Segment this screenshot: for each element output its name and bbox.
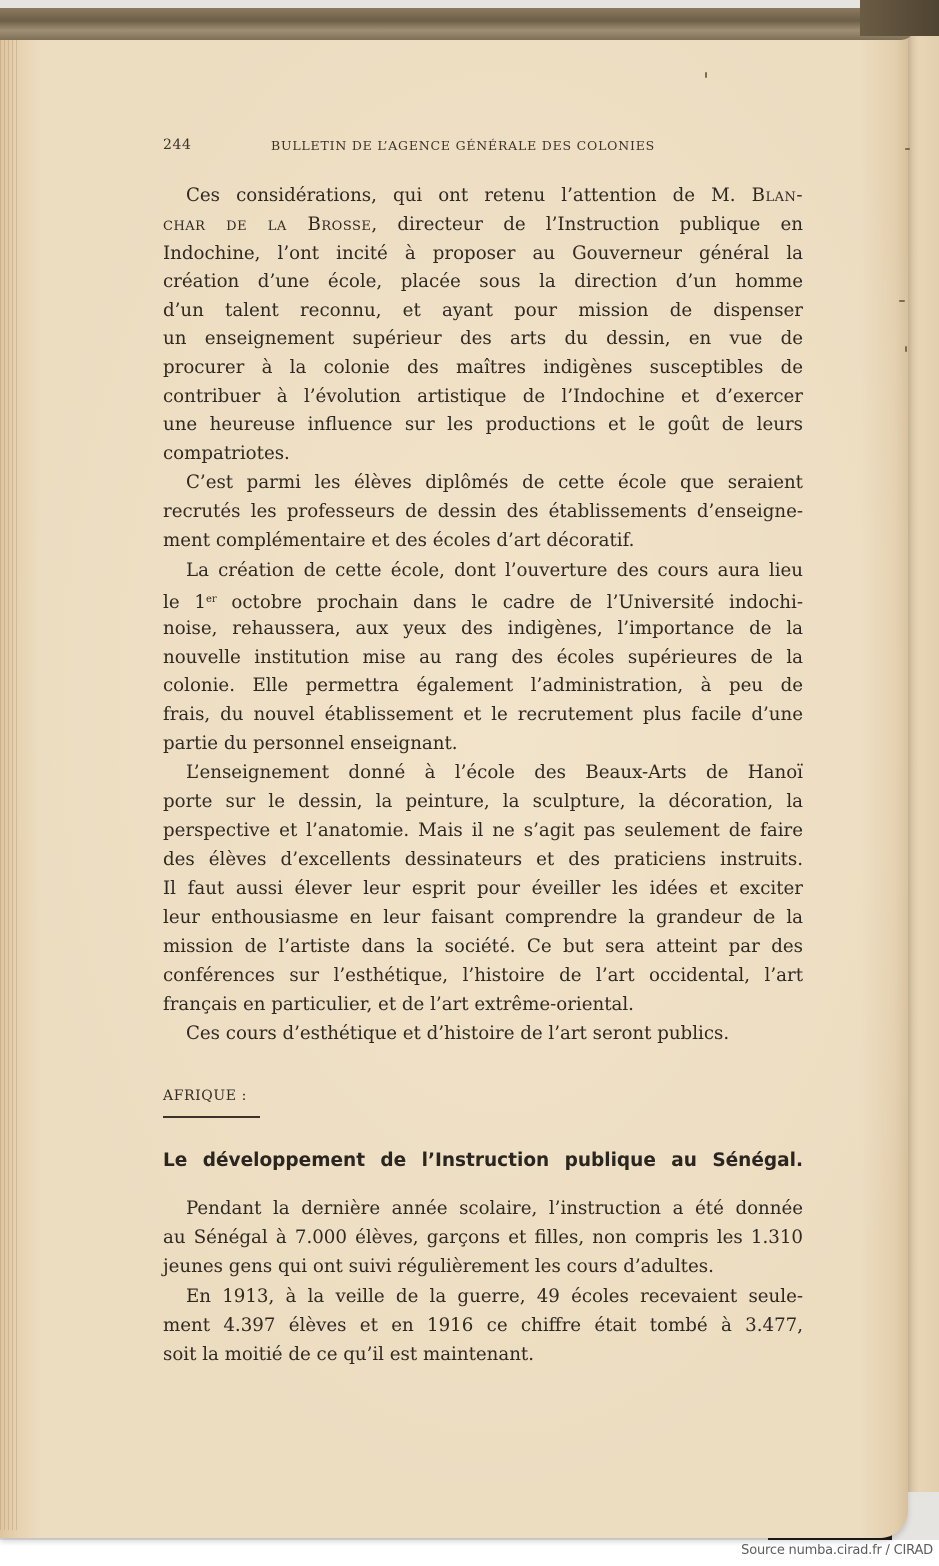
text-span: , directeur de l’Instruction publique en	[371, 214, 803, 235]
text-span: Ces considérations, qui ont retenu l’attention de M.	[186, 185, 752, 206]
book-cover-corner	[860, 0, 939, 36]
text-line: Il faut aussi élever leur esprit pour éveiller les idées et exciter	[163, 878, 803, 899]
text-span: le 1	[163, 592, 206, 613]
text-line: perspective et l’anatomie. Mais il ne s’agit pas seulement de faire	[163, 820, 803, 841]
text-line: partie du personnel enseignant.	[163, 733, 458, 754]
text-line: ment 4.397 élèves et en 1916 ce chiffre était tombé à 3.477,	[163, 1315, 803, 1336]
text-line: procurer à la colonie des maîtres indigènes susceptibles de	[163, 357, 803, 378]
paper-speck	[705, 72, 707, 78]
margin-mark	[899, 300, 905, 302]
book-cover-top	[0, 8, 915, 40]
text-line: frais, du nouvel établissement et le recrutement plus facile d’une	[163, 704, 803, 725]
text-line: leur enthousiasme en leur faisant comprendre la grandeur de la	[163, 907, 803, 928]
text-line: compatriotes.	[163, 443, 290, 464]
text-line: d’un talent reconnu, et ayant pour mission de dispenser	[163, 300, 803, 321]
text-line: contribuer à l’évolution artistique de l’Indochine et d’exercer	[163, 386, 803, 407]
text-line: des élèves d’excellents dessinateurs et des praticiens instruits.	[163, 849, 803, 870]
text-line: français en particulier, et de l’art extrême-oriental.	[163, 994, 634, 1015]
text-line: mission de l’artiste dans la société. Ce but sera atteint par des	[163, 936, 803, 957]
section-heading: Le développement de l’Instruction publique au Sénégal.	[163, 1150, 803, 1171]
text-line: C’est parmi les élèves diplômés de cette école que seraient	[186, 472, 803, 493]
text-line: conférences sur l’esthétique, l’histoire de l’art occidental, l’art	[163, 965, 803, 986]
text-line: création d’une école, placée sous la direction d’un homme	[163, 271, 803, 292]
text-line	[163, 182, 803, 210]
running-head	[163, 137, 803, 157]
text-line: Ces cours d’esthétique et d’histoire de l’art seront publics.	[186, 1023, 730, 1044]
margin-mark	[905, 346, 907, 352]
journal-title: BULLETIN DE L’AGENCE GÉNÉRALE DES COLONIES	[271, 138, 655, 153]
text-line	[163, 211, 803, 239]
text-line: Indochine, l’ont incité à proposer au Gouverneur général la	[163, 243, 803, 264]
text-line	[163, 586, 803, 614]
text-line: colonie. Elle permettra également l’administration, à peu de	[163, 675, 803, 696]
author-name-smallcaps: char de la Brosse	[163, 214, 372, 235]
page-edge-left	[0, 30, 20, 1530]
text-line: nouvelle institution mise au rang des écoles supérieures de la	[163, 647, 803, 668]
author-name-smallcaps: Blan-	[751, 185, 803, 206]
text-line: jeunes gens qui ont suivi régulièrement les cours d’adultes.	[163, 1256, 714, 1277]
text-line: un enseignement supérieur des arts du dessin, en vue de	[163, 328, 803, 349]
text-line: La création de cette école, dont l’ouverture des cours aura lieu	[186, 560, 803, 581]
section-divider	[163, 1116, 260, 1118]
section-label: AFRIQUE :	[163, 1088, 247, 1104]
text-line: porte sur le dessin, la peinture, la sculpture, la décoration, la	[163, 791, 803, 812]
text-span: octobre prochain dans le cadre de l’Université indochi-	[216, 592, 803, 613]
text-line: L’enseignement donné à l’école des Beaux-Arts de Hanoï	[186, 762, 803, 783]
text-line: recrutés les professeurs de dessin des établissements d’enseigne-	[163, 501, 803, 522]
text-line: soit la moitié de ce qu’il est maintenant.	[163, 1344, 535, 1365]
text-line: Pendant la dernière année scolaire, l’instruction a été donnée	[186, 1198, 803, 1219]
text-line: au Sénégal à 7.000 élèves, garçons et filles, non compris les 1.310	[163, 1227, 803, 1248]
page-stack-edge	[905, 22, 939, 1492]
ordinal-superscript: er	[205, 594, 217, 605]
text-line: noise, rehaussera, aux yeux des indigènes, l’importance de la	[163, 618, 803, 639]
text-line: ment complémentaire et des écoles d’art décoratif.	[163, 530, 635, 551]
margin-mark	[905, 148, 910, 150]
source-watermark: Source numba.cirad.fr / CIRAD	[741, 1543, 933, 1558]
text-line: une heureuse influence sur les productions et le goût de leurs	[163, 414, 803, 435]
text-line: En 1913, à la veille de la guerre, 49 écoles recevaient seule-	[186, 1286, 803, 1307]
page-number: 244	[163, 137, 192, 153]
